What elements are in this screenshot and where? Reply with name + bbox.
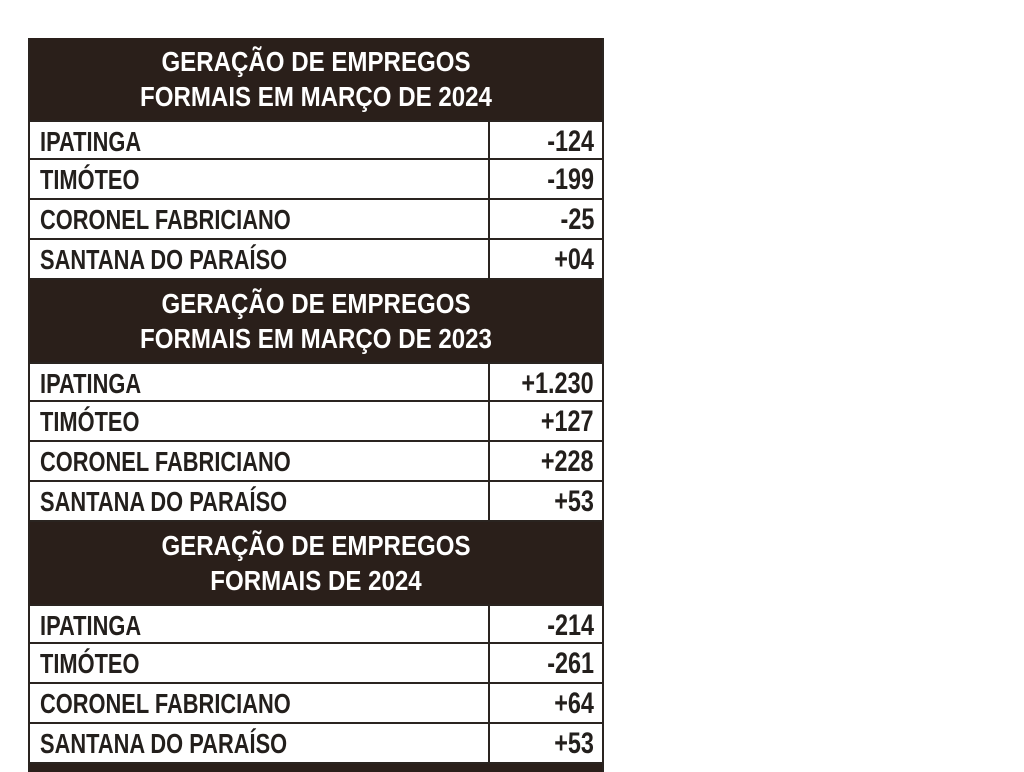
section-header: [30, 522, 602, 604]
city-cell: CORONEL FABRICIANO: [30, 684, 490, 722]
value-cell: -261: [547, 647, 594, 680]
city-cell: IPATINGA: [30, 364, 490, 400]
city-cell: SANTANA DO PARAÍSO: [30, 240, 490, 278]
table-row: [30, 684, 602, 724]
value-cell: +04: [554, 243, 594, 276]
value-cell: +228: [541, 445, 594, 478]
city-cell: CORONEL FABRICIANO: [30, 200, 490, 238]
value-cell: +1.230: [521, 367, 594, 400]
value-cell: +64: [554, 687, 594, 720]
table-row: [30, 442, 602, 482]
section-title-line2: FORMAIS EM MARÇO DE 2023: [140, 323, 492, 354]
city-cell: IPATINGA: [30, 122, 490, 158]
section-header: [30, 38, 602, 120]
table-row: [30, 200, 602, 240]
next-section-header-edge: [30, 764, 602, 772]
table-row: [30, 644, 602, 684]
section-title-line1: GERAÇÃO DE EMPREGOS: [161, 530, 471, 561]
city-cell: TIMÓTEO: [30, 160, 490, 198]
value-cell: +53: [554, 485, 594, 518]
employment-table: [28, 38, 604, 772]
value-cell: -124: [547, 125, 594, 158]
table-row: [30, 724, 602, 764]
table-row: [30, 482, 602, 522]
table-row: [30, 240, 602, 280]
section-title-line1: GERAÇÃO DE EMPREGOS: [161, 46, 471, 77]
section-title-line2: FORMAIS EM MARÇO DE 2024: [140, 81, 492, 112]
table-row: [30, 120, 602, 160]
city-cell: SANTANA DO PARAÍSO: [30, 724, 490, 762]
value-cell: -199: [547, 163, 594, 196]
value-cell: -25: [560, 203, 594, 236]
city-cell: SANTANA DO PARAÍSO: [30, 482, 490, 520]
section-title-line2: FORMAIS DE 2024: [210, 565, 422, 596]
city-cell: TIMÓTEO: [30, 402, 490, 440]
table-row: [30, 160, 602, 200]
table-row: [30, 604, 602, 644]
city-cell: TIMÓTEO: [30, 644, 490, 682]
section-header: [30, 280, 602, 362]
value-cell: -214: [547, 609, 594, 642]
value-cell: +127: [541, 405, 594, 438]
city-cell: IPATINGA: [30, 606, 490, 642]
section-title-line1: GERAÇÃO DE EMPREGOS: [161, 288, 471, 319]
table-row: [30, 362, 602, 402]
value-cell: +53: [554, 727, 594, 760]
city-cell: CORONEL FABRICIANO: [30, 442, 490, 480]
table-row: [30, 402, 602, 442]
